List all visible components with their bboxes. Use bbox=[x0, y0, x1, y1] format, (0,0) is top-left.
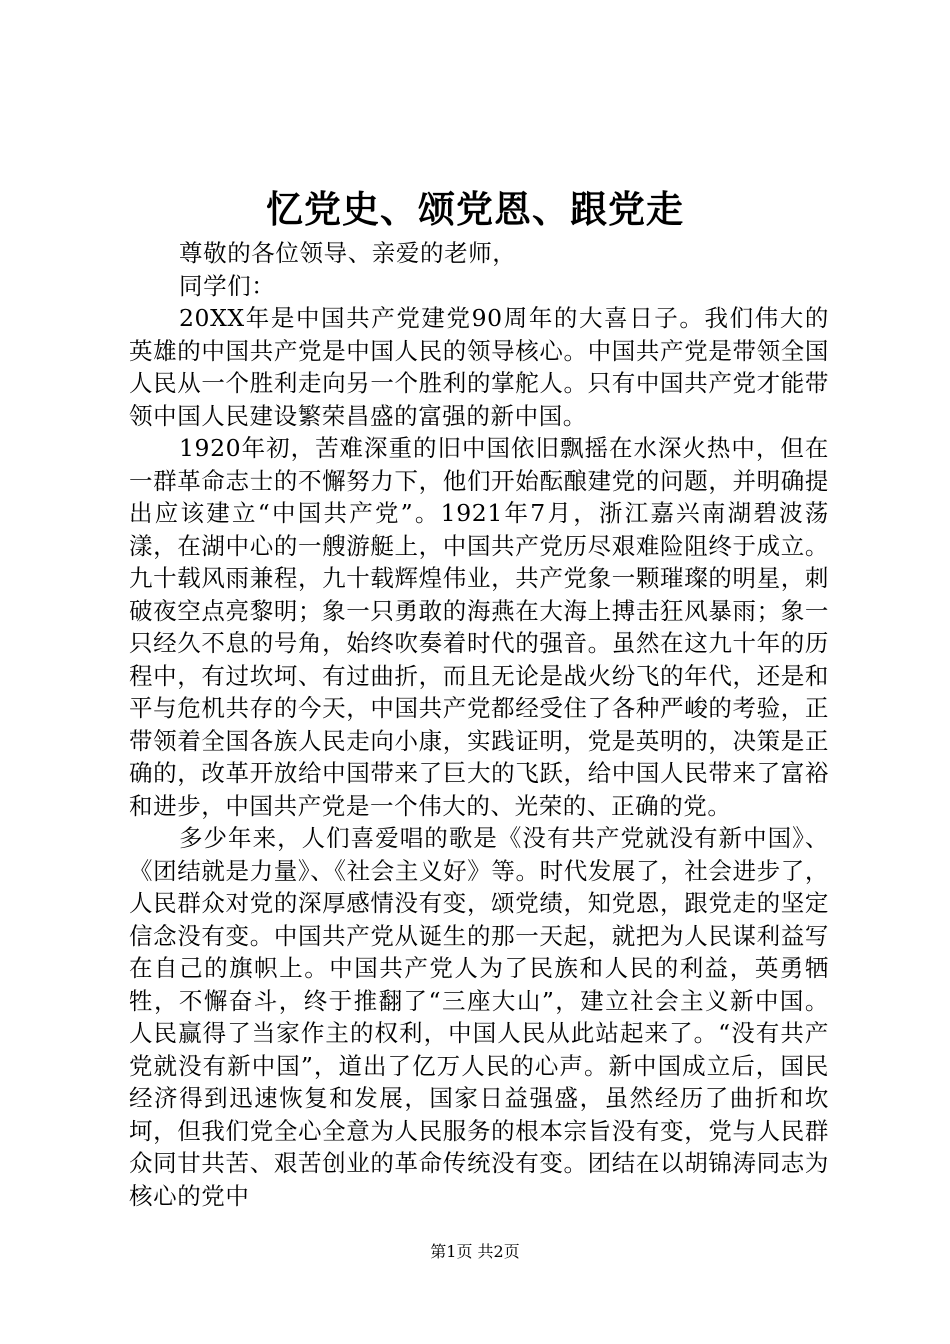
paragraph bbox=[129, 432, 829, 822]
salutation-line: 尊敬的各位领导、亲爱的老师， bbox=[179, 239, 517, 267]
document-body bbox=[129, 237, 829, 1212]
paragraph bbox=[129, 302, 829, 432]
paragraph-text: 20XX年是中国共产党建党90周年的大喜日子。我们伟大的英雄的中国共产党是中国人民的领导核心。中国共产党是带领全国人民从一个胜利走向另一个胜利的掌舵人。只有中国共产党才能带领中国人民建设繁荣昌盛的富强的新中国。 bbox=[129, 304, 829, 430]
document-title: 忆党史、颂党恩、跟党走 bbox=[266, 187, 684, 231]
paragraph-text: 1920年初，苦难深重的旧中国依旧飘摇在水深火热中，但在一群革命志士的不懈努力下，他们开始酝酿建党的问题，并明确提出应该建立“中国共产党”。1921年7月，浙江嘉兴南湖碧波荡漾，在湖中心的一艘游艇上，中国共产党历尽艰难险阻终于成立。九十载风雨兼程，九十载辉煌伟业，共产党象一颗璀璨的明星，刺破夜空点亮黎明；象一只勇敢的海燕在大海上搏击狂风暴雨；象一只经久不息的号角，始终吹奏着时代的强音。虽然在这九十年的历程中，有过坎坷、有过曲折，而且无论是战火纷飞的年代，还是和平与危机共存的今天，中国共产党都经受住了各种严峻的考验，正带领着全国各族人民走向小康，实践证明，党是英明的，决策是正确的，改革开放给中国带来了巨大的飞跃，给中国人民带来了富裕和进步，中国共产党是一个伟大的、光荣的、正确的党。 bbox=[129, 434, 829, 820]
page-footer: 第1页 共2页 bbox=[430, 1242, 520, 1261]
paragraph-text: 多少年来，人们喜爱唱的歌是《没有共产党就没有新中国》、《团结就是力量》、《社会主义好》等。时代发展了，社会进步了，人民群众对党的深厚感情没有变，颂党绩，知党恩，跟党走的坚定信念没有变。中国共产党从诞生的那一天起，就把为人民谋利益写在自己的旗帜上。中国共产党人为了民族和人民的利益，英勇牺牲，不懈奋斗，终于推翻了“三座大山”，建立社会主义新中国。人民赢得了当家作主的权利，中国人民从此站起来了。“没有共产党就没有新中国”，道出了亿万人民的心声。新中国成立后，国民经济得到迅速恢复和发展，国家日益强盛，虽然经历了曲折和坎坷，但我们党全心全意为人民服务的根本宗旨没有变，党与人民群众同甘共苦、艰苦创业的革命传统没有变。团结在以胡锦涛同志为核心的党中 bbox=[129, 824, 829, 1210]
salutation-line: 同学们： bbox=[179, 271, 276, 300]
paragraph bbox=[129, 822, 829, 1212]
